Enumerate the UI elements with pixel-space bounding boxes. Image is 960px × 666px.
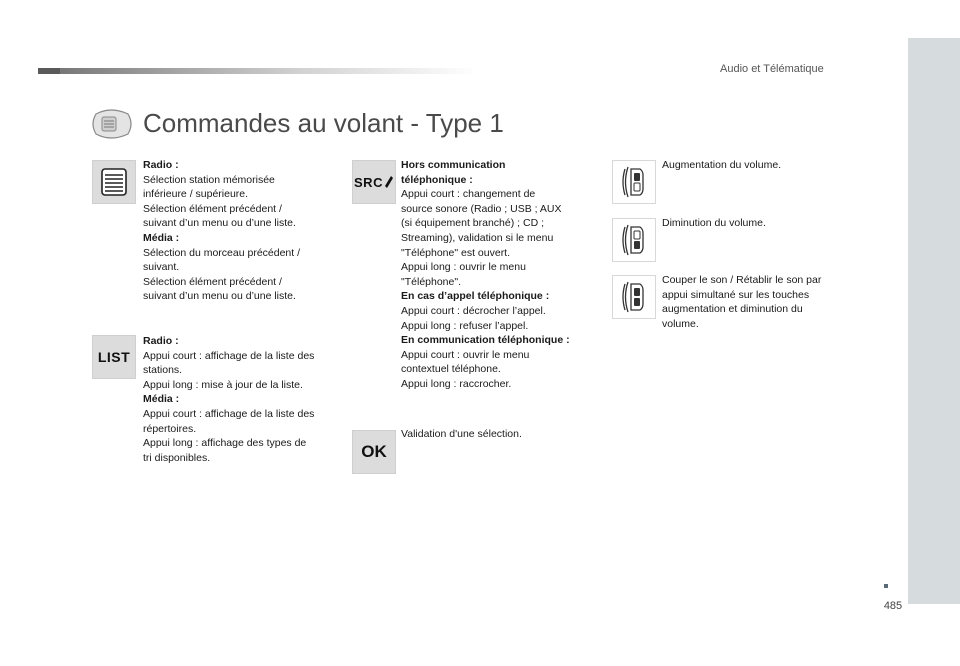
src-button-description: [401, 158, 601, 392]
mute-icon: [613, 276, 655, 318]
description-line: contextuel téléphone.: [401, 363, 501, 376]
scroll-wheel-button[interactable]: [92, 160, 136, 204]
phone-icon: [384, 175, 394, 189]
description-line: Diminution du volume.: [662, 217, 766, 229]
description-line: suivant d’un menu ou d’une liste.: [143, 290, 296, 303]
volume-down-button[interactable]: [612, 218, 656, 262]
description-line: Radio :: [143, 335, 179, 347]
description-line: Sélection élément précédent /: [143, 202, 282, 215]
src-phone-button[interactable]: [352, 160, 396, 204]
src-button-label: SRC: [354, 174, 383, 190]
volume-up-description: [662, 158, 852, 173]
description-line: répertoires.: [143, 422, 197, 435]
description-line: En communication téléphonique :: [401, 334, 570, 347]
list-button[interactable]: [92, 335, 136, 379]
description-line: Sélection du morceau précédent /: [143, 246, 301, 259]
description-line: Radio :: [143, 159, 179, 171]
description-line: "Téléphone" est ouvert.: [401, 246, 511, 259]
page-sidebar: [908, 38, 960, 604]
description-line: En cas d’appel téléphonique :: [401, 290, 550, 303]
description-line: Appui long : refuser l’appel.: [401, 319, 529, 332]
description-line: Sélection élément précédent /: [143, 275, 282, 288]
ok-button[interactable]: [352, 430, 396, 474]
description-line: stations.: [143, 364, 183, 377]
description-line: Appui court : décrocher l’appel.: [401, 304, 546, 317]
description-line: Appui long : ouvrir le menu: [401, 261, 526, 274]
description-line: "Téléphone".: [401, 275, 461, 288]
description-line: Appui court : changement de: [401, 188, 536, 201]
header-rule: [38, 68, 478, 74]
description-line: Augmentation du volume.: [662, 159, 782, 171]
description-line: Média :: [143, 393, 180, 406]
page-title: Commandes au volant - Type 1: [143, 108, 504, 138]
description-line: Validation d'une sélection.: [401, 428, 522, 440]
description-line: volume.: [662, 317, 699, 330]
description-line: Média :: [143, 231, 180, 244]
list-button-label: LIST: [97, 349, 131, 365]
volume-up-icon: [613, 161, 655, 203]
description-line: Appui court : ouvrir le menu: [401, 348, 530, 361]
description-line: Couper le son / Rétablir le son par: [662, 274, 822, 286]
description-line: (si équipement branché) ; CD ;: [401, 217, 544, 230]
volume-down-icon: [613, 219, 655, 261]
description-line: source sonore (Radio ; USB ; AUX: [401, 202, 562, 215]
description-line: Appui long : mise à jour de la liste.: [143, 378, 303, 391]
description-line: Streaming), validation si le menu: [401, 231, 554, 244]
description-line: téléphonique :: [401, 173, 473, 186]
description-line: Appui long : raccrocher.: [401, 377, 512, 390]
list-button-description: [143, 334, 343, 465]
description-line: tri disponibles.: [143, 451, 211, 464]
description-line: appui simultané sur les touches: [662, 288, 810, 301]
volume-up-button[interactable]: [612, 160, 656, 204]
volume-down-description: [662, 216, 852, 231]
page-number: 485: [883, 600, 903, 612]
description-line: augmentation et diminution du: [662, 303, 803, 316]
description-line: suivant.: [143, 261, 180, 274]
description-line: Sélection station mémorisée: [143, 173, 275, 186]
ok-button-description: [401, 427, 601, 442]
scroll-wheel-icon: [99, 167, 129, 197]
ok-button-label: OK: [361, 442, 387, 461]
description-line: Appui long : affichage des types de: [143, 437, 307, 450]
scroll-wheel-description: [143, 158, 343, 304]
description-line: Appui court : affichage de la liste des: [143, 407, 315, 420]
mute-button[interactable]: [612, 275, 656, 319]
section-title: Audio et Télématique: [720, 63, 824, 75]
description-line: Appui court : affichage de la liste des: [143, 349, 315, 362]
steering-control-icon: [88, 108, 134, 140]
page-marker: [884, 584, 888, 588]
description-line: inférieure / supérieure.: [143, 188, 249, 201]
description-line: suivant d’un menu ou d’une liste.: [143, 217, 296, 230]
description-line: Hors communication: [401, 159, 506, 171]
mute-description: [662, 273, 852, 331]
